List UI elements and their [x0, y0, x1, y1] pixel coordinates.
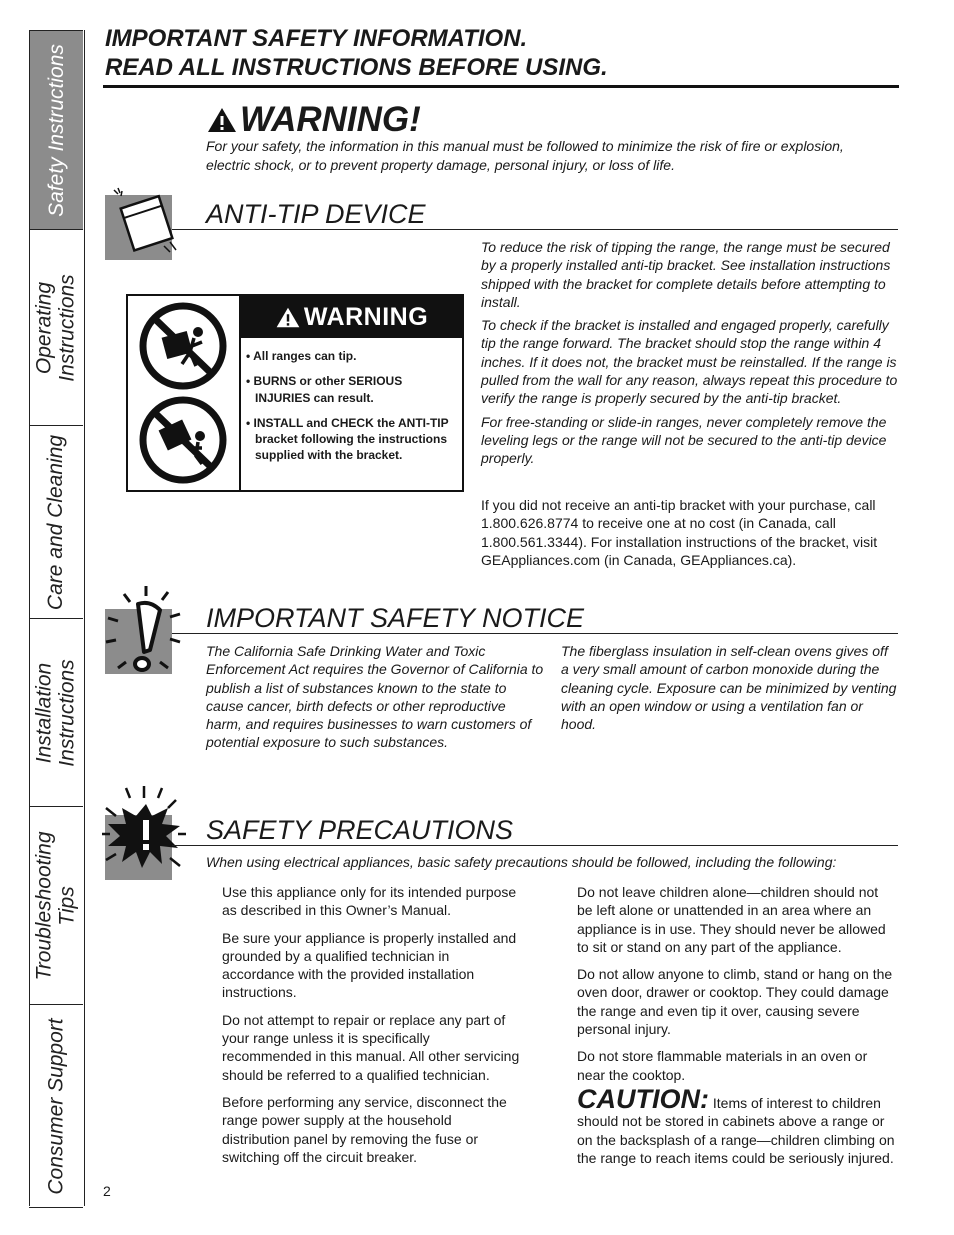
caution-text: Items of interest to children should not be stored in cabinets above a range or on the backsplash of a range—children climbing on the range to reach items could be seriously injured.	[577, 1094, 895, 1166]
precautions-right-column	[577, 883, 895, 1167]
tab-operating-instructions[interactable]	[29, 229, 83, 426]
tab-troubleshooting-tips[interactable]	[29, 806, 83, 1005]
list-item: • INSTALL and CHECK the ANTI-TIP bracket following the instructions supplied with the bracket.	[246, 415, 449, 463]
tab-installation-instructions[interactable]	[29, 618, 83, 807]
tab-safety-instructions[interactable]	[29, 31, 83, 229]
anti-tip-contact: If you did not receive an anti-tip bracket with your purchase, call 1.800.626.8774 to receive one at no cost (in Canada, call 1.800.561.3344). For installation instructions of the bracket, visit GEAppliances.com (in Canada, GEAppliances.ca).	[481, 497, 878, 568]
precautions-rule	[172, 845, 898, 846]
list-item: • BURNS or other SERIOUS INJURIES can result.	[246, 374, 403, 405]
page-header	[105, 24, 905, 82]
list-item: Do not attempt to repair or replace any part of your range unless it is specifically recommended in this manual. All other servicing should be referred to a qualified technician.	[222, 1011, 520, 1083]
caution-label: CAUTION:	[577, 1083, 709, 1114]
warning-text: For your safety, the information in this manual must be followed to minimize the risk of fire or explosion, electric shock, or to prevent property damage, personal injury, or loss of life.	[206, 138, 844, 173]
warning-title-text: WARNING!	[240, 100, 421, 139]
tab-care-and-cleaning[interactable]	[29, 425, 83, 619]
list-item: Do not store flammable materials in an oven or near the cooktop.	[577, 1048, 868, 1083]
tipping-bracket-icon	[104, 182, 186, 262]
anti-tip-p2: To check if the bracket is installed and engaged properly, carefully tip the range forward. The bracket should stop the range within 4 inches. If it does not, the bracket must be reinstalled. If the range is pulled from the wall for any reason, always repeat this procedure to verify the range is properly secured by the anti-tip bracket.	[481, 317, 898, 407]
list-item: • All ranges can tip.	[246, 349, 357, 363]
page-number: 2	[103, 1183, 111, 1199]
tab-label: Care and Cleaning	[44, 434, 68, 611]
warning-label-heading	[241, 296, 462, 338]
anti-tip-rule	[172, 229, 898, 230]
precautions-title: SAFETY PRECAUTIONS	[206, 815, 514, 845]
warning-title	[206, 100, 421, 140]
list-item: Before performing any service, disconnect the range power supply at the household distribution panel by removing the fuse or switching off the circuit breaker.	[222, 1093, 507, 1165]
list-item: Be sure your appliance is properly installed and grounded by a qualified technician in accordance with the provided installation instructions.	[222, 929, 517, 1001]
header-line-1: IMPORTANT SAFETY INFORMATION.	[105, 25, 528, 52]
tab-label: Safety Instructions	[44, 43, 68, 217]
notice-left-text: The California Safe Drinking Water and Toxic Enforcement Act requires the Governor of California to publish a list of substances known to the state to cause cancer, birth defects or other reproductive harm, and requires businesses to warn customers of potential exposure to such substances.	[206, 643, 544, 751]
precautions-intro: When using electrical appliances, basic safety precautions should be followed, including the following:	[206, 854, 837, 870]
header-rule	[103, 85, 899, 88]
anti-tip-warning-label	[126, 294, 464, 492]
no-tipping-pictogram-icon	[128, 296, 239, 490]
list-item: Do not leave children alone—children should not be left alone or unattended in an area where an appliance is in use. They should never be allowed to sit or stand on any part of the appliance.	[577, 884, 886, 955]
anti-tip-paragraphs	[481, 238, 898, 473]
notice-title: IMPORTANT SAFETY NOTICE	[206, 603, 585, 633]
list-item: Do not allow anyone to climb, stand or hang on the oven door, drawer or cooktop. They could damage the range and even tip it over, causing severe personal injury.	[577, 966, 893, 1038]
list-item: Use this appliance only for its intended purpose as described in this Owner’s Manual.	[222, 884, 517, 919]
anti-tip-p3: For free-standing or slide-in ranges, never completely remove the leveling legs or the range will not be secured to the anti-tip device properly.	[481, 413, 887, 467]
warning-triangle-icon	[275, 306, 301, 329]
warning-label-pictograms	[128, 296, 241, 490]
tab-label: Troubleshooting Tips	[33, 831, 80, 981]
caution-paragraph	[577, 1083, 895, 1167]
anti-tip-title: ANTI-TIP DEVICE	[206, 199, 426, 229]
tab-consumer-support[interactable]	[29, 1004, 83, 1208]
anti-tip-p1: To reduce the risk of tipping the range, the range must be secured by a properly installed anti-tip bracket. See installation instructions shipped with the bracket for complete details before attempting to install.	[481, 239, 891, 310]
sidebar	[29, 30, 83, 1208]
warning-label-bullets	[246, 348, 458, 473]
exclamation-alert-icon	[94, 580, 194, 680]
warning-label-heading-text: WARNING	[303, 302, 429, 331]
notice-rule	[172, 633, 898, 634]
tab-label: Operating Instructions	[33, 274, 80, 382]
precautions-left-column	[222, 883, 522, 1175]
tab-label: Consumer Support	[44, 1018, 68, 1195]
tab-label: Installation Instructions	[33, 659, 80, 767]
header-line-2: READ ALL INSTRUCTIONS BEFORE USING.	[105, 54, 608, 81]
notice-right-text: The fiberglass insulation in self-clean ovens gives off a very small amount of carbon monoxide during the cleaning cycle. Exposure can be minimized by venting with an open window or using a ventilation fan or hood.	[561, 643, 897, 733]
warning-triangle-icon	[206, 106, 238, 134]
starburst-exclamation-icon	[86, 782, 198, 882]
